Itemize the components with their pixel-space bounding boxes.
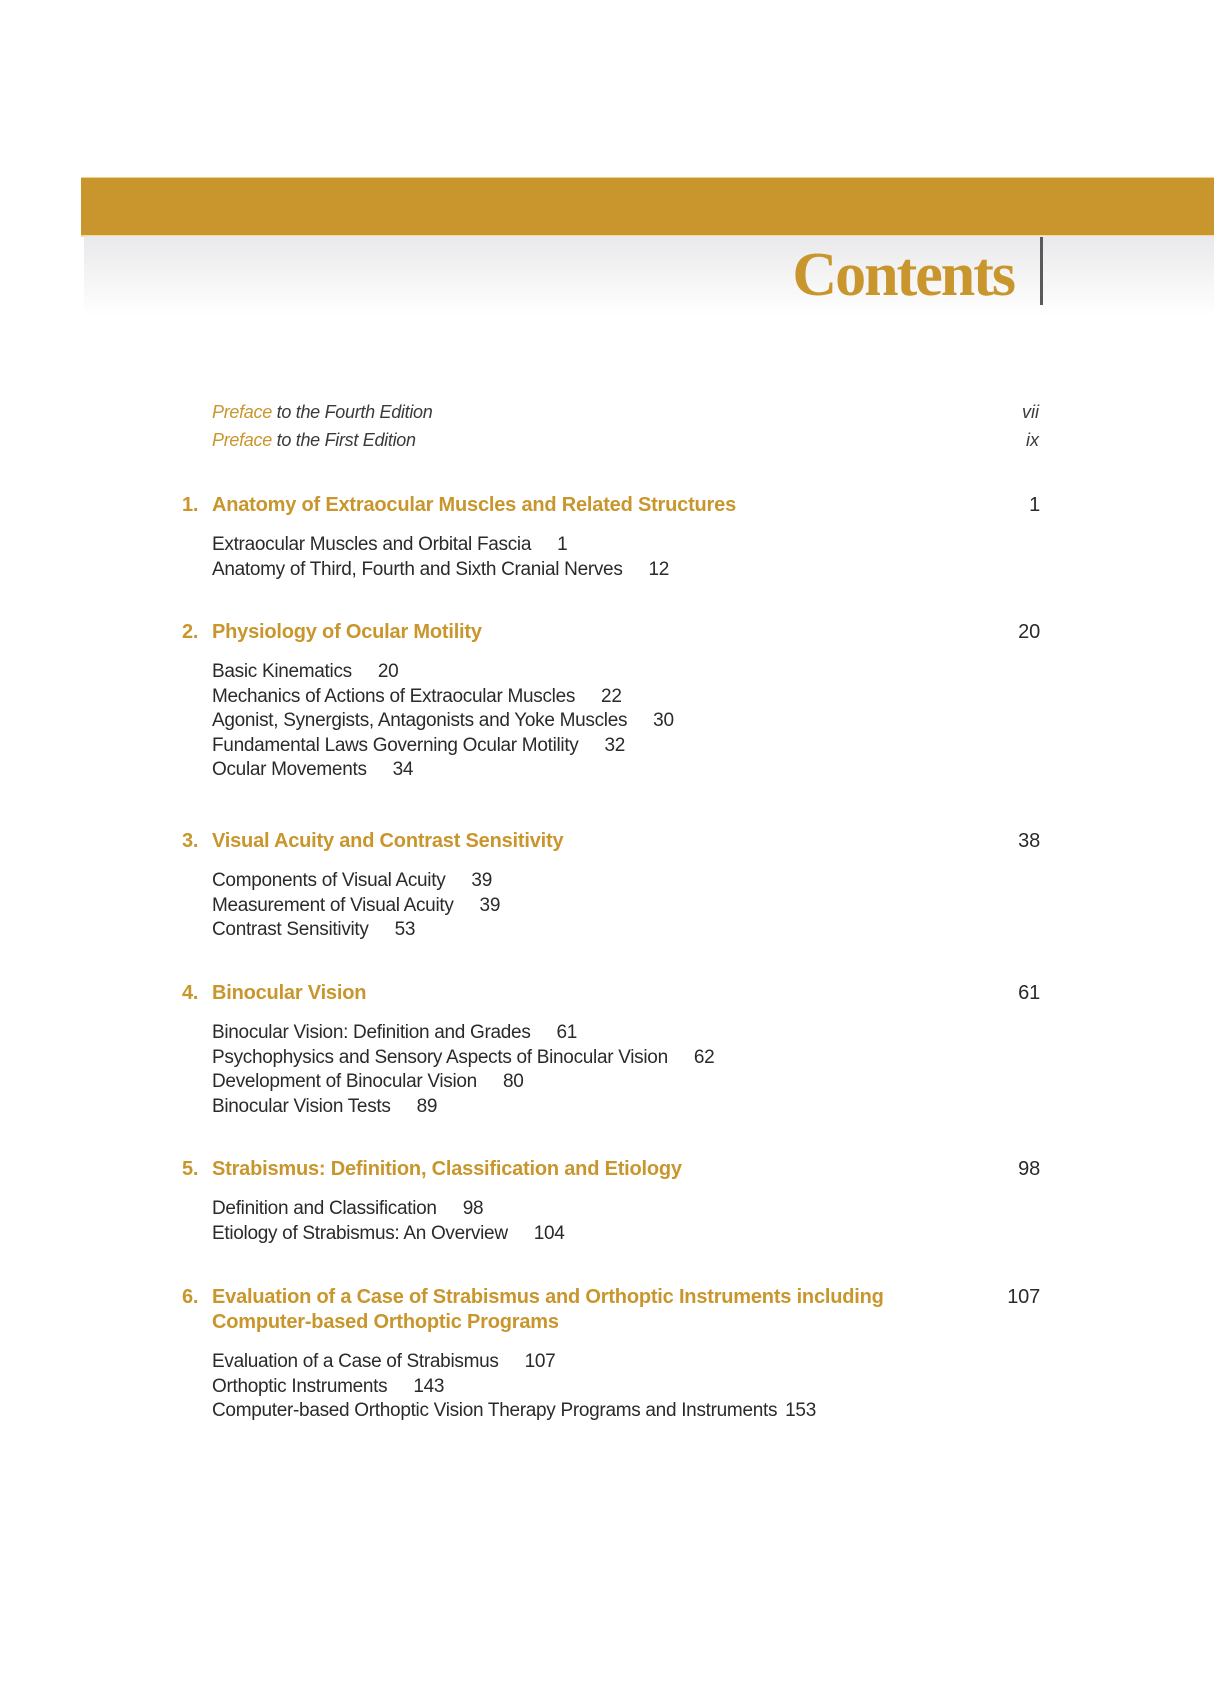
chapter-3 [182,829,1042,943]
section-page: 39 [479,894,501,916]
section-entry[interactable] [212,894,1042,919]
chapter-2 [182,620,1042,783]
chapter-heading[interactable] [182,620,1042,645]
section-entry[interactable] [212,660,1042,685]
section-title: Extraocular Muscles and Orbital Fascia [212,534,532,555]
section-entry[interactable] [212,558,1042,583]
chapter-5 [182,1157,1042,1246]
section-title: Anatomy of Third, Fourth and Sixth Cranial Nerves [212,558,623,580]
chapter-page: 20 [1018,621,1040,643]
chapter-number: 1. [182,494,199,516]
chapter-heading[interactable] [182,1285,1042,1335]
section-title: Definition and Classification [212,1198,437,1219]
section-page: 32 [604,734,626,756]
chapter-title: Visual Acuity and Contrast Sensitivity [212,830,564,852]
section-title: Components of Visual Acuity [212,870,446,891]
section-title: Ocular Movements [212,759,367,780]
section-page: 89 [416,1095,438,1117]
chapter-4 [182,981,1042,1119]
section-entry[interactable] [212,758,1042,783]
preface-label: Preface [212,430,272,450]
section-entry[interactable] [212,1222,1042,1247]
section-title: Measurement of Visual Acuity [212,894,454,916]
section-page: 104 [533,1222,565,1244]
section-page: 1 [557,534,568,555]
section-entry[interactable] [212,685,1042,710]
section-entry[interactable] [212,918,1042,943]
chapter-heading[interactable] [182,1157,1042,1182]
preface-label: Preface [212,402,272,422]
chapter-heading[interactable] [182,981,1042,1006]
section-title: Contrast Sensitivity [212,919,369,940]
header-band [81,177,1214,237]
chapter-number: 3. [182,830,199,852]
section-title: Computer-based Orthoptic Vision Therapy Programs and Instruments [212,1400,778,1421]
section-page: 153 [785,1400,816,1421]
section-list [212,1350,1042,1424]
section-list [212,533,1042,582]
section-entry[interactable] [212,1095,1042,1120]
section-page: 22 [601,685,622,707]
section-list [212,660,1042,783]
section-title: Binocular Vision: Definition and Grades [212,1022,531,1043]
chapter-title: Strabismus: Definition, Classification and Etiology [212,1158,682,1180]
section-entry[interactable] [212,1046,1042,1071]
chapter-page: 107 [1007,1286,1040,1308]
preface-page: ix [1026,430,1039,450]
chapter-title: Binocular Vision [212,982,367,1004]
chapter-page: 38 [1018,830,1040,852]
section-page: 39 [471,870,492,891]
section-page: 20 [377,661,399,682]
title-divider [1040,237,1043,305]
section-title: Development of Binocular Vision [212,1071,477,1092]
section-page: 61 [556,1022,578,1043]
section-entry[interactable] [212,1399,1042,1424]
chapter-title: Anatomy of Extraocular Muscles and Related Structures [212,494,736,516]
chapter-number: 5. [182,1158,199,1180]
section-entry[interactable] [212,1021,1042,1046]
section-entry[interactable] [212,734,1042,759]
section-entry[interactable] [212,1070,1042,1095]
section-list [212,869,1042,943]
section-title: Binocular Vision Tests [212,1095,391,1117]
section-entry[interactable] [212,533,1042,558]
section-list [212,1197,1042,1246]
chapter-number: 6. [182,1286,199,1308]
chapter-heading[interactable] [182,829,1042,854]
preface-first-edition[interactable] [212,430,416,451]
section-page: 12 [648,558,670,580]
section-page: 80 [502,1071,524,1092]
section-title: Etiology of Strabismus: An Overview [212,1222,508,1244]
section-title: Agonist, Synergists, Antagonists and Yoke Muscles [212,710,628,731]
preface-page: vii [1022,402,1039,422]
chapter-6 [182,1285,1042,1424]
chapter-page: 98 [1018,1158,1040,1180]
section-title: Mechanics of Actions of Extraocular Muscles [212,685,576,707]
section-title: Basic Kinematics [212,661,352,682]
section-page: 34 [392,759,414,780]
chapter-heading[interactable] [182,493,1042,518]
section-entry[interactable] [212,1197,1042,1222]
chapter-title: Evaluation of a Case of Strabismus and Orthoptic Instruments including Computer-based Orthoptic Programs [212,1286,884,1333]
section-page: 98 [462,1198,484,1219]
section-title: Fundamental Laws Governing Ocular Motility [212,734,579,756]
section-page: 62 [693,1046,715,1068]
section-page: 53 [394,919,416,940]
section-entry[interactable] [212,869,1042,894]
preface-rest: to the Fourth Edition [271,402,433,422]
section-entry[interactable] [212,709,1042,734]
chapter-title: Physiology of Ocular Motility [212,621,482,643]
preface-rest: to the First Edition [271,430,416,450]
chapter-number: 2. [182,621,199,643]
chapter-number: 4. [182,982,199,1004]
section-page: 107 [524,1351,556,1372]
chapter-1 [182,493,1042,582]
preface-fourth-edition[interactable] [212,402,432,423]
section-title: Psychophysics and Sensory Aspects of Binocular Vision [212,1046,668,1068]
section-title: Orthoptic Instruments [212,1375,388,1397]
section-entry[interactable] [212,1350,1042,1375]
section-page: 143 [413,1375,445,1397]
chapter-page: 61 [1018,982,1040,1004]
section-page: 30 [653,710,674,731]
section-list [212,1021,1042,1119]
section-entry[interactable] [212,1375,1042,1400]
section-title: Evaluation of a Case of Strabismus [212,1351,499,1372]
chapter-page: 1 [1029,494,1040,516]
header-gradient [84,236,1214,316]
page-title: Contents [792,241,1014,309]
